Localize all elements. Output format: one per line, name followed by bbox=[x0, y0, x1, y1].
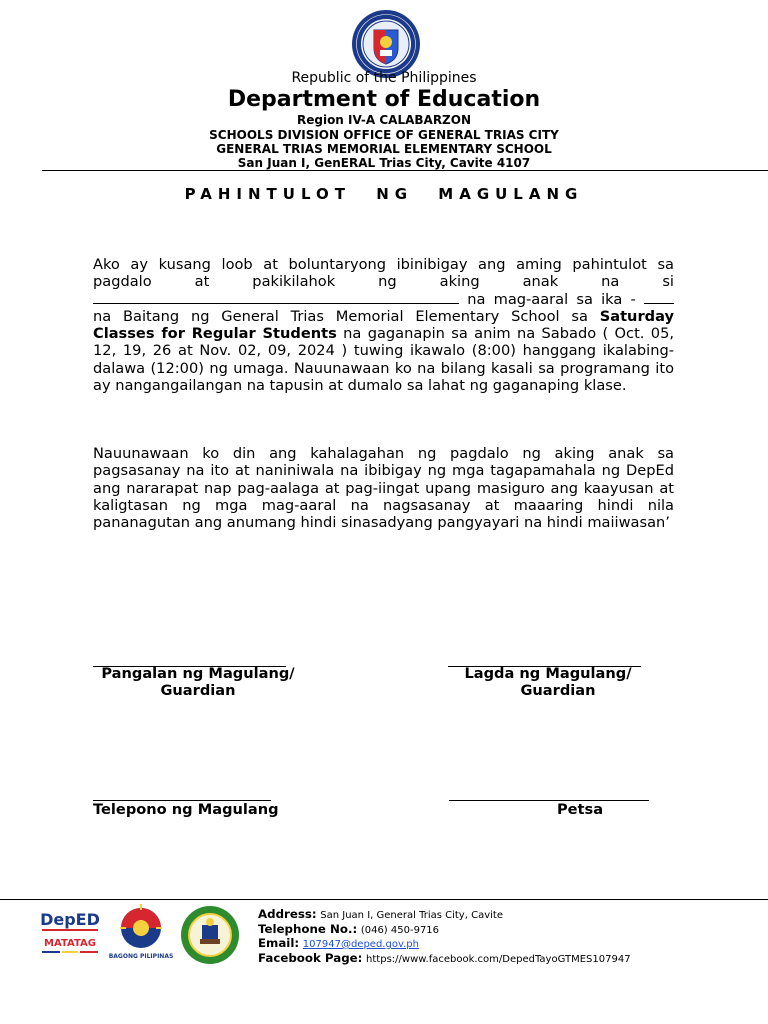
school-seal-logo bbox=[180, 905, 240, 965]
school-address: San Juan I, GenERAL Trias City, Cavite 4107 bbox=[237, 156, 531, 170]
paragraph-text: na Baitang ng General Trias Memorial Elementary School sa bbox=[93, 307, 600, 325]
facebook-label: Facebook Page: bbox=[258, 950, 363, 965]
address-label: Address: bbox=[258, 907, 317, 921]
grade-blank[interactable] bbox=[644, 291, 674, 304]
division-text: SCHOOLS DIVISION OFFICE OF GENERAL TRIAS CITY bbox=[209, 128, 559, 142]
consent-paragraph-1 bbox=[93, 256, 674, 394]
bagong-pilipinas-logo bbox=[108, 902, 174, 960]
footer-divider bbox=[0, 899, 768, 900]
email-label: Email: bbox=[258, 936, 300, 950]
parent-name-label-line2: Guardian bbox=[160, 682, 236, 699]
child-name-blank[interactable] bbox=[93, 291, 459, 304]
consent-paragraph-2: Nauunawaan ko din ang kahalagahan ng pagdalo ng aking anak sa pagsasanay na ito at naniniwala na ibibigay ng mga tagapamahala ng DepEd ang nararapat nap pag-aalaga at pag-iingat upang masiguro ang kaayusan at kaligtasan ng mga mag-aaral na nagsasanay at maaaring hindi nila pananagutan ang anumang hindi sinasadyang pangyayari na hindi maiiwasan’ bbox=[93, 445, 674, 532]
deped-matatag-logo bbox=[40, 903, 100, 963]
paragraph-text: na gaganapin sa anim na Sabado ( Oct. 05, 12, 19, 26 at Nov. 02, 09, 2024 ) tuwing ikawalo (8:00) hanggang ikalabing-dalawa (12:00) ng umaga. Nauunawaan ko na bilang kasali sa programang ito ay nangangailangan na tapusin at dumalo sa lahat ng gaganaping klase. bbox=[93, 325, 674, 395]
parent-signature-label bbox=[443, 665, 653, 699]
footer-contact bbox=[258, 908, 631, 966]
parent-phone-label: Telepono ng Magulang bbox=[93, 801, 279, 818]
paragraph-text: na mag-aaral sa ika - bbox=[459, 290, 644, 308]
date-label: Petsa bbox=[556, 801, 604, 818]
region-text: Region IV-A CALABARZON bbox=[296, 113, 472, 127]
address-value: San Juan I, General Trias City, Cavite bbox=[320, 910, 503, 921]
program-name: Saturday Classes for Regular Students bbox=[93, 307, 674, 343]
parent-signature-label-line2: Guardian bbox=[520, 682, 596, 699]
bagong-pilipinas-text: BAGONG PILIPINAS bbox=[108, 953, 174, 960]
department-title: Department of Education bbox=[227, 87, 541, 112]
matatag-logo-text: MATATAG bbox=[44, 938, 96, 949]
telephone-value: (046) 450-9716 bbox=[360, 924, 440, 936]
telephone-label: Telephone No.: bbox=[258, 921, 358, 936]
deped-logo-text: DepED bbox=[40, 910, 100, 929]
parent-name-label bbox=[93, 665, 303, 699]
school-name: GENERAL TRIAS MEMORIAL ELEMENTARY SCHOOL bbox=[216, 142, 552, 156]
republic-text: Republic of the Philippines bbox=[291, 70, 477, 86]
parent-name-label-line1: Pangalan ng Magulang/ bbox=[101, 665, 295, 682]
email-link[interactable]: 107947@deped.gov.ph bbox=[302, 939, 419, 950]
facebook-link[interactable]: https://www.facebook.com/DepedTayoGTMES107947 bbox=[366, 953, 631, 965]
document-title: PAHINTULOT NG MAGULANG bbox=[184, 185, 584, 203]
header-divider bbox=[42, 170, 768, 171]
parent-signature-label-line1: Lagda ng Magulang/ bbox=[464, 665, 632, 682]
paragraph-text: Ako ay kusang loob at boluntaryong ibinibigay ang aming pahintulot sa pagdalo at pakikilahok ng aking anak na si bbox=[93, 256, 674, 291]
